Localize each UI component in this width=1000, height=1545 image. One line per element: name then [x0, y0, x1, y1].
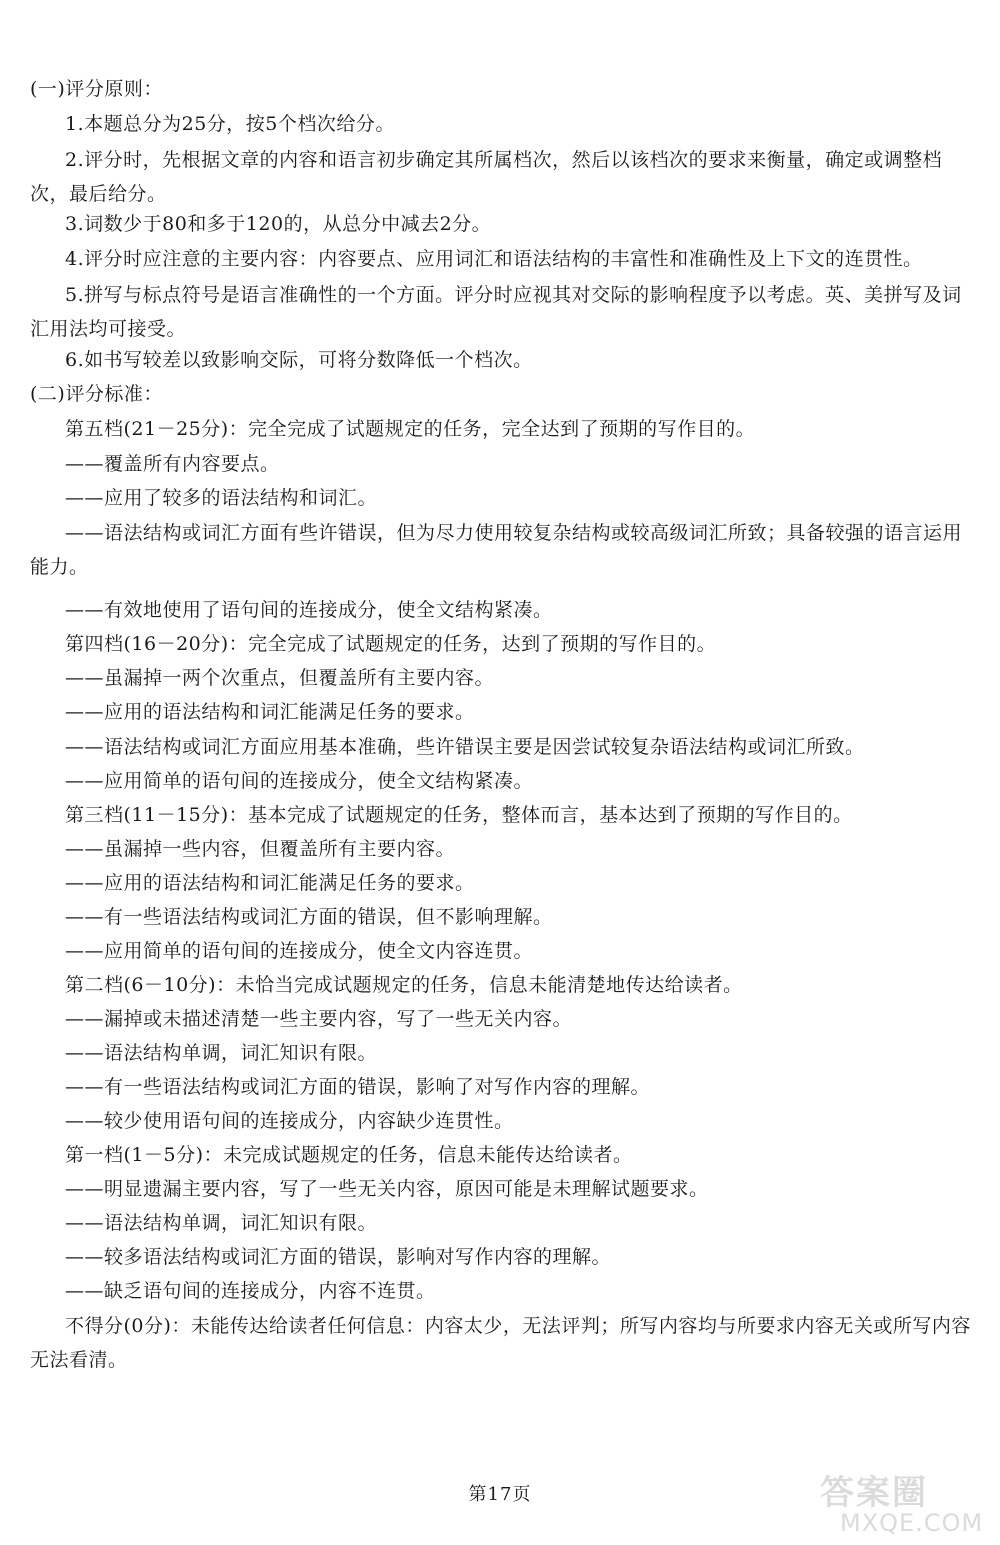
rule-item-5: 5.拼写与标点符号是语言准确性的一个方面。评分时应视其对交际的影响程度予以考虑。英、美拼写及词汇用法均可接受。: [30, 284, 962, 340]
rule-item-4: 4.评分时应注意的主要内容：内容要点、应用词汇和语法结构的丰富性和准确性及上下文的连贯性。: [65, 248, 923, 270]
rule-item-6: 6.如书写较差以致影响交际，可将分数降低一个档次。: [65, 349, 533, 371]
grade3-point-3: ——有一些语法结构或词汇方面的错误，但不影响理解。: [65, 906, 553, 928]
grade5-point-4: ——有效地使用了语句间的连接成分，使全文结构紧凑。: [65, 599, 553, 621]
grade4-title: 第四档(16－20分)：完全完成了试题规定的任务，达到了预期的写作目的。: [65, 633, 717, 655]
section1-heading: (一)评分原则：: [30, 78, 163, 100]
grade1-point-2: ——语法结构单调，词汇知识有限。: [65, 1212, 378, 1234]
rule-item-1: 1.本题总分为25分，按5个档次给分。: [65, 113, 395, 135]
grade2-point-3: ——有一些语法结构或词汇方面的错误，影响了对写作内容的理解。: [65, 1076, 651, 1098]
zero-grade: 不得分(0分)：未能传达给读者任何信息：内容太少，无法评判；所写内容均与所要求内容无关或所写内容无法看清。: [30, 1315, 971, 1371]
grade1-title: 第一档(1－5分)：未完成试题规定的任务，信息未能传达给读者。: [65, 1144, 633, 1166]
grade4-point-4: ——应用简单的语句间的连接成分，使全文结构紧凑。: [65, 770, 534, 792]
page-number: 第17页: [468, 1484, 532, 1505]
grade5-point-1: ——覆盖所有内容要点。: [65, 453, 280, 475]
grade5-point-2: ——应用了较多的语法结构和词汇。: [65, 487, 378, 509]
watermark-logo-text: 答案圈: [820, 1473, 928, 1513]
grade3-point-1: ——虽漏掉一些内容，但覆盖所有主要内容。: [65, 838, 456, 860]
grade4-point-2: ——应用的语法结构和词汇能满足任务的要求。: [65, 701, 475, 723]
watermark-url: MXQE.COM: [840, 1509, 984, 1537]
grade4-point-3: ——语法结构或词汇方面应用基本准确，些许错误主要是因尝试较复杂语法结构或词汇所致。: [65, 736, 865, 758]
grade3-point-2: ——应用的语法结构和词汇能满足任务的要求。: [65, 872, 475, 894]
grade5-title: 第五档(21－25分)：完全完成了试题规定的任务，完全达到了预期的写作目的。: [65, 418, 756, 440]
grade3-point-4: ——应用简单的语句间的连接成分，使全文内容连贯。: [65, 940, 534, 962]
site-watermark: [820, 1465, 990, 1535]
grade4-point-1: ——虽漏掉一两个次重点，但覆盖所有主要内容。: [65, 667, 495, 689]
section2-heading: (二)评分标准：: [30, 383, 163, 405]
grade1-point-3: ——较多语法结构或词汇方面的错误，影响对写作内容的理解。: [65, 1246, 612, 1268]
rule-item-3: 3.词数少于80和多于120的，从总分中减去2分。: [65, 213, 492, 235]
grade3-title: 第三档(11－15分)：基本完成了试题规定的任务，整体而言，基本达到了预期的写作目的。: [65, 804, 853, 826]
grade2-title: 第二档(6－10分)：未恰当完成试题规定的任务，信息未能清楚地传达给读者。: [65, 974, 743, 996]
grade1-point-4: ——缺乏语句间的连接成分，内容不连贯。: [65, 1280, 436, 1302]
grade5-point-3: ——语法结构或词汇方面有些许错误，但为尽力使用较复杂结构或较高级词汇所致；具备较强的语言运用能力。: [30, 522, 963, 578]
grade2-point-2: ——语法结构单调，词汇知识有限。: [65, 1042, 378, 1064]
rule-item-2: 2.评分时，先根据文章的内容和语言初步确定其所属档次，然后以该档次的要求来衡量，确定或调整档次，最后给分。: [30, 149, 943, 205]
grade2-point-4: ——较少使用语句间的连接成分，内容缺少连贯性。: [65, 1110, 514, 1132]
grade1-point-1: ——明显遗漏主要内容，写了一些无关内容，原因可能是未理解试题要求。: [65, 1178, 709, 1200]
grade2-point-1: ——漏掉或未描述清楚一些主要内容，写了一些无关内容。: [65, 1008, 573, 1030]
